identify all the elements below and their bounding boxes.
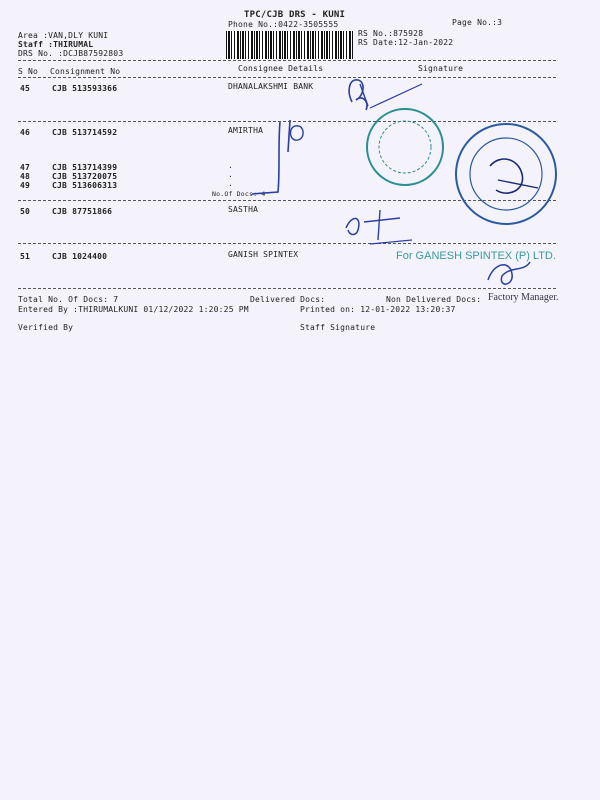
factory-manager: Factory Manager. <box>488 292 559 303</box>
phone-number: Phone No.:0422-3505555 <box>228 20 339 29</box>
row-consignee: GANISH SPINTEX <box>228 250 299 259</box>
verified-by: Verified By <box>18 323 74 332</box>
printed-on: Printed on: 12-01-2022 13:20:37 <box>300 305 456 314</box>
divider <box>18 77 556 78</box>
row-consignment: CJB 513720075 <box>52 172 118 181</box>
staff-label: Staff :THIRUMAL <box>18 40 94 49</box>
round-stamp <box>360 102 450 192</box>
handwritten-date <box>340 200 430 248</box>
row-consignee: . <box>228 170 234 179</box>
row-consignment: CJB 87751866 <box>52 207 113 216</box>
no-of-docs: No.Of Docs: 4 <box>212 190 266 198</box>
seal-stamp <box>448 118 568 238</box>
row-consignee: DHANALAKSHMI BANK <box>228 82 314 91</box>
row-consignment: CJB 513606313 <box>52 181 118 190</box>
row-consignment: CJB 513714592 <box>52 128 118 137</box>
drs-number: DRS No. :DCJB87592803 <box>18 49 124 58</box>
non-delivered-docs: Non Delivered Docs: <box>386 295 482 304</box>
rs-number: RS No.:875928 <box>358 29 424 38</box>
row-consignment: CJB 513593366 <box>52 84 118 93</box>
barcode <box>226 31 353 59</box>
bracket-mark <box>230 112 320 202</box>
row-consignment: CJB 1024400 <box>52 252 108 261</box>
row-sno: 50 <box>20 207 31 216</box>
company-stamp: For GANESH SPINTEX (P) LTD. <box>396 250 556 262</box>
divider <box>18 243 556 244</box>
row-consignee: . <box>228 179 234 188</box>
row-sno: 46 <box>20 128 31 137</box>
stamp-signature <box>480 252 540 292</box>
row-consignee: . <box>228 161 234 170</box>
row-sno: 47 <box>20 163 31 172</box>
column-sno: S No <box>18 67 39 76</box>
staff-signature: Staff Signature <box>300 323 376 332</box>
row-sno: 51 <box>20 252 31 261</box>
column-consignment: Consignment No <box>50 67 121 76</box>
column-consignee: Consignee Details <box>238 64 324 73</box>
total-docs: Total No. Of Docs: 7 <box>18 295 119 304</box>
row-sno: 49 <box>20 181 31 190</box>
row-sno: 45 <box>20 84 31 93</box>
row-consignment: CJB 513714399 <box>52 163 118 172</box>
entered-by: Entered By :THIRUMALKUNI 01/12/2022 1:20:25 PM <box>18 305 249 314</box>
document-title: TPC/CJB DRS - KUNI <box>244 10 346 20</box>
page-number: Page No.:3 <box>452 18 503 27</box>
divider <box>18 288 556 289</box>
row-consignee: SASTHA <box>228 205 259 214</box>
column-signature: Signature <box>418 64 464 73</box>
divider <box>18 60 556 61</box>
row-consignee: AMIRTHA <box>228 126 264 135</box>
area-label: Area :VAN,DLY KUNI <box>18 31 109 40</box>
row-sno: 48 <box>20 172 31 181</box>
delivered-docs: Delivered Docs: <box>250 295 326 304</box>
rs-date: RS Date:12-Jan-2022 <box>358 38 454 47</box>
